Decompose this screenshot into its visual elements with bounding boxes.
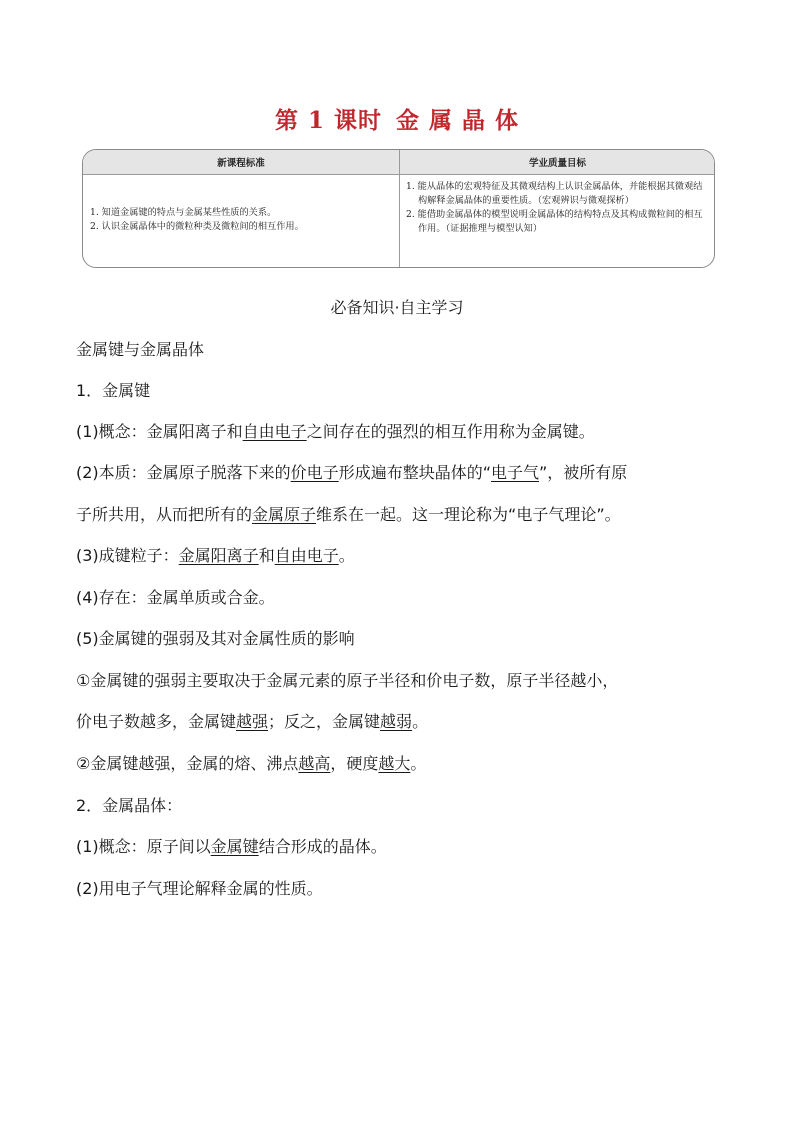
- text-run: 结合形成的晶体。: [258, 837, 387, 856]
- answer-blank: 金属键: [210, 837, 259, 856]
- lesson-number: 第 1 课时: [274, 107, 382, 134]
- paragraph-existence: (4)存在：金属单质或合金。: [76, 588, 275, 607]
- curriculum-standard-item: 2. 认识金属晶体中的微粒种类及微粒间的相互作用。: [90, 221, 304, 232]
- paragraph-strength-title: (5)金属键的强弱及其对金属性质的影响: [76, 629, 355, 648]
- curriculum-standard-item: 1. 知道金属键的特点与金属某些性质的关系。: [90, 207, 277, 218]
- subheading-metallic-bond: 1．金属键: [76, 381, 151, 400]
- answer-blank: 越高: [298, 754, 331, 773]
- subheading-metallic-crystal: 2．金属晶体：: [76, 796, 183, 815]
- text-run: 子所共用，从而把所有的: [76, 505, 253, 524]
- curriculum-standard-cell: [83, 174, 399, 268]
- paragraph-strength-1-cont: [76, 709, 428, 732]
- text-run: (1)概念：金属阳离子和: [76, 422, 243, 441]
- answer-blank: 越大: [378, 754, 411, 773]
- curriculum-standard-header: 新课程标准: [217, 158, 265, 169]
- text-run: 价电子数越多，金属键: [76, 712, 237, 731]
- text-run: 维系在一起。这一理论称为“电子气理论”。: [316, 505, 621, 524]
- answer-blank: 自由电子: [274, 546, 339, 565]
- text-run: (1)概念：原子间以: [76, 837, 211, 856]
- text-run: 之间存在的强烈的相互作用称为金属键。: [306, 422, 595, 441]
- text-run: ，硬度: [330, 754, 379, 773]
- paragraph-essence-cont: [76, 502, 621, 525]
- text-run: (3)成键粒子：: [76, 546, 179, 565]
- text-run: 。: [412, 712, 429, 731]
- answer-blank: 金属阳离子: [178, 546, 259, 565]
- paragraph-concept: [76, 419, 595, 442]
- quality-goal-item: 2. 能借助金属晶体的模型说明金属晶体的结构特点及其构成微粒间的相互作用。（证据推理与模型认知）: [406, 209, 703, 234]
- paragraph-strength-1: ①金属键的强弱主要取决于金属元素的原子半径和价电子数，原子半径越小，: [76, 671, 619, 690]
- quality-goal-header: 学业质量目标: [528, 158, 586, 169]
- quality-goal-item: 1. 能从晶体的宏观特征及其微观结构上认识金属晶体，并能根据其微观结构解释金属晶体的重要性质。（宏观辨识与微观探析）: [406, 181, 703, 206]
- answer-blank: 自由电子: [242, 422, 307, 441]
- answer-blank: 金属原子: [252, 505, 317, 524]
- answer-blank: 价电子: [290, 463, 339, 482]
- text-run: 。: [338, 546, 355, 565]
- section-title: 必备知识·自主学习: [330, 298, 464, 317]
- lesson-title: [0, 102, 794, 135]
- paragraph-electron-gas: (2)用电子气理论解释金属的性质。: [76, 879, 323, 898]
- answer-blank: 越强: [236, 712, 269, 731]
- quality-goal-cell: [400, 174, 715, 268]
- standards-table: [82, 149, 715, 268]
- paragraph-strength-2: [76, 751, 426, 774]
- text-run: 和: [258, 546, 275, 565]
- text-run: ②金属键越强，金属的熔、沸点: [76, 754, 299, 773]
- text-run: 形成遍布整块晶体的“: [338, 463, 491, 482]
- answer-blank: 越弱: [380, 712, 413, 731]
- paragraph-essence: [76, 460, 627, 483]
- paragraph-crystal-concept: [76, 834, 387, 857]
- topic-heading: 金属键与金属晶体: [76, 340, 205, 359]
- text-run: (2)本质：金属原子脱落下来的: [76, 463, 291, 482]
- paragraph-bonding-particles: [76, 543, 355, 566]
- text-run: ”，被所有原: [539, 463, 628, 482]
- text-run: 。: [410, 754, 427, 773]
- text-run: ；反之，金属键: [268, 712, 381, 731]
- lesson-topic: 金 属 晶 体: [396, 107, 520, 134]
- answer-blank: 电子气: [490, 463, 539, 482]
